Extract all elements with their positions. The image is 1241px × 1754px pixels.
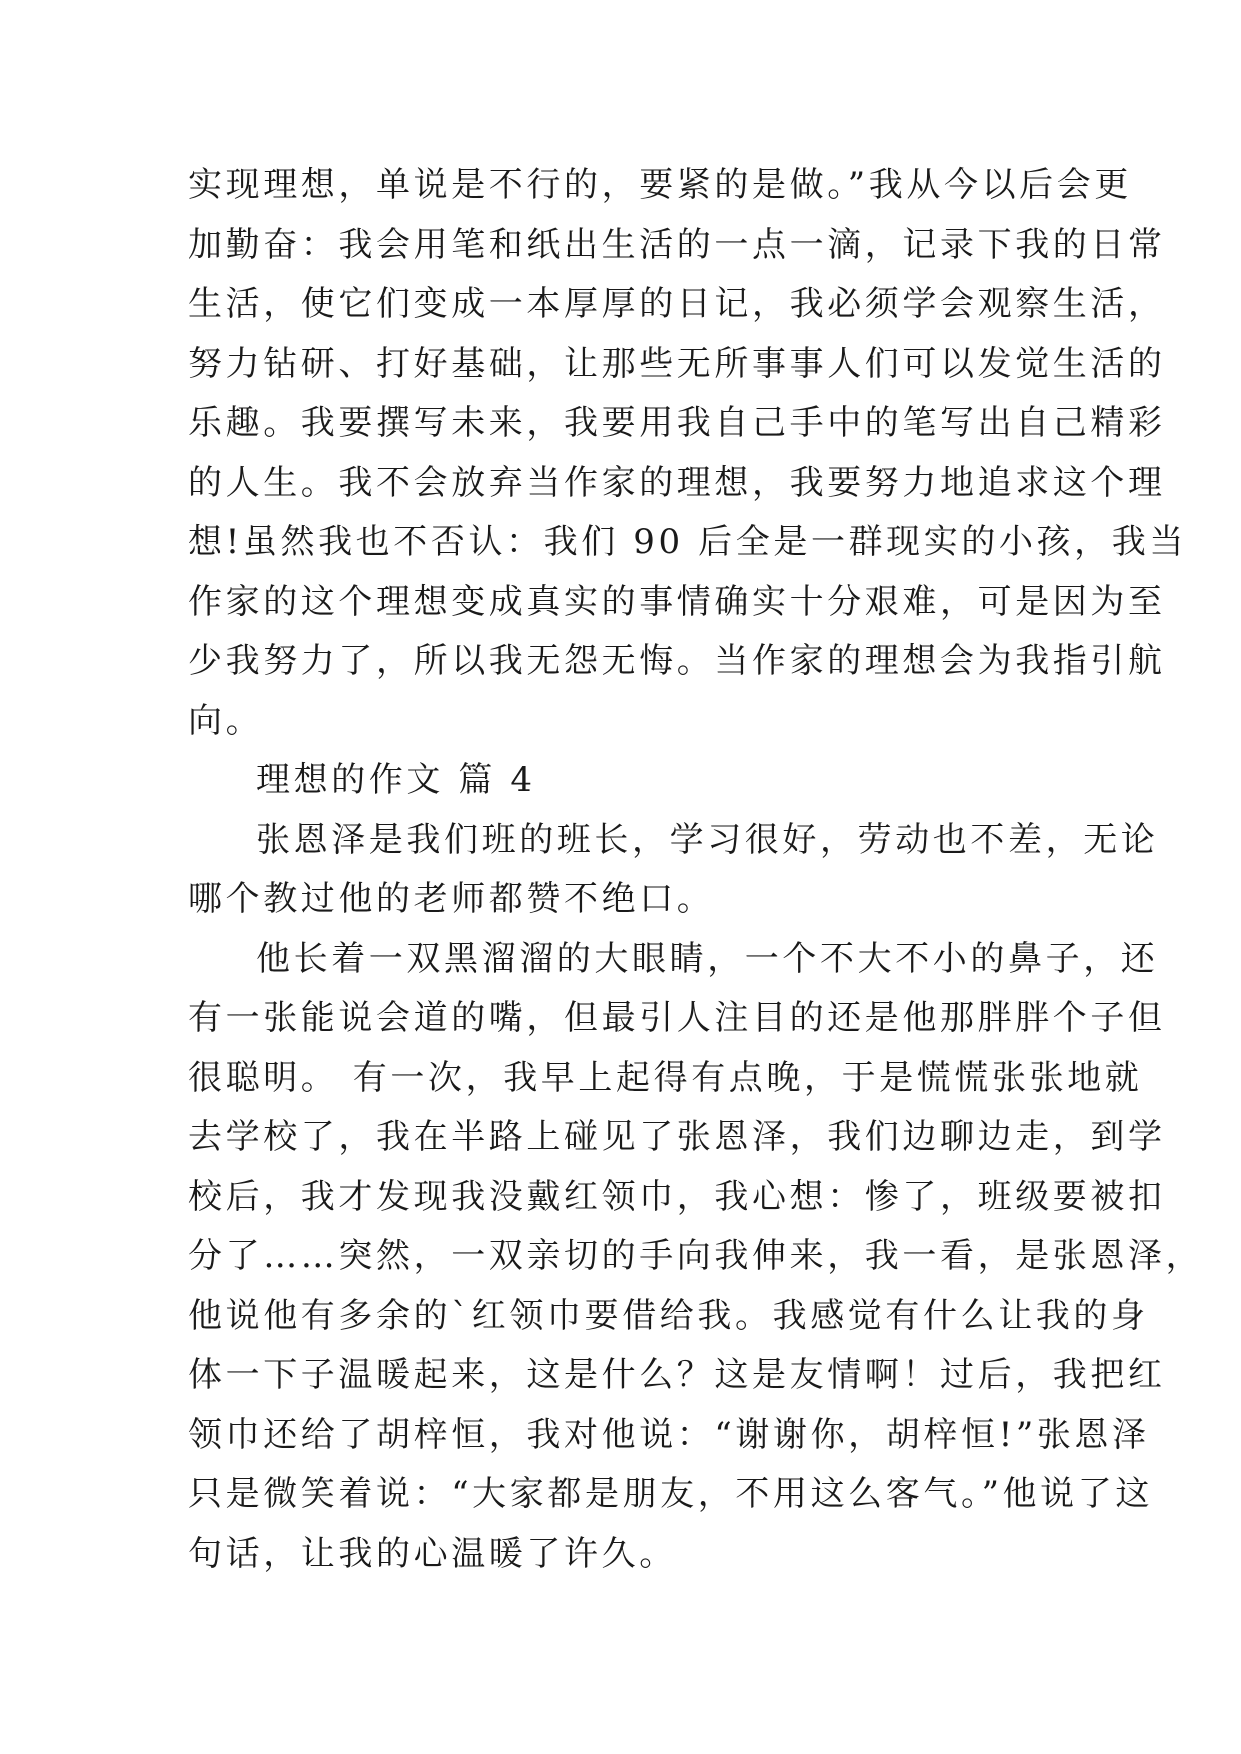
- text-line: 向。: [188, 700, 264, 741]
- paragraph-start: 张恩泽是我们班的班长，学习很好，劳动也不差，无论: [256, 819, 1159, 860]
- text-line: 乐趣。我要撰写未来，我要用我自己手中的笔写出自己精彩: [188, 403, 1166, 443]
- paragraph-start: 他长着一双黑溜溜的大眼睛，一个不大不小的鼻子，还: [256, 938, 1159, 979]
- text-line: 他说他有多余的`红领巾要借给我。我感觉有什么让我的身: [188, 1295, 1149, 1336]
- document-body: [188, 156, 1204, 1584]
- text-line: 实现理想，单说是不行的，要紧的是做。”我从今以后会更: [188, 165, 1132, 205]
- text-line: 很聪明。 有一次，我早上起得有点晚，于是慌慌张张地就: [188, 1057, 1143, 1098]
- text-line: 有一张能说会道的嘴，但最引人注目的还是他那胖胖个子但: [188, 998, 1166, 1038]
- text-line: 加勤奋：我会用笔和纸出生活的一点一滴，记录下我的日常: [188, 224, 1166, 265]
- text-line: 句话，让我的心温暖了许久。: [188, 1533, 677, 1574]
- text-line: 体一下子温暖起来，这是什么？这是友情啊！过后，我把红: [188, 1355, 1166, 1395]
- text-line: 想!虽然我也不否认：我们 90 后全是一群现实的小孩，我当: [188, 522, 1187, 562]
- text-line: 校后，我才发现我没戴红领巾，我心想：惨了，班级要被扣: [188, 1176, 1166, 1217]
- text-line: 只是微笑着说：“大家都是朋友，不用这么客气。”他说了这: [188, 1474, 1153, 1514]
- text-line: 生活，使它们变成一本厚厚的日记，我必须学会观察生活，: [188, 284, 1166, 324]
- text-line: 的人生。我不会放弃当作家的理想，我要努力地追求这个理: [188, 462, 1166, 503]
- text-line: 去学校了，我在半路上碰见了张恩泽，我们边聊边走，到学: [188, 1117, 1166, 1157]
- text-line: 作家的这个理想变成真实的事情确实十分艰难，可是因为至: [188, 581, 1166, 622]
- text-line: 哪个教过他的老师都赞不绝口。: [188, 879, 715, 919]
- text-line: 分了……突然，一双亲切的手向我伸来，我一看，是张恩泽，: [188, 1236, 1204, 1276]
- text-line: 领巾还给了胡梓恒，我对他说：“谢谢你，胡梓恒!”张恩泽: [188, 1414, 1150, 1455]
- text-line: 少我努力了，所以我无怨无悔。当作家的理想会为我指引航: [188, 641, 1166, 681]
- text-line: 努力钻研、打好基础，让那些无所事事人们可以发觉生活的: [188, 343, 1166, 384]
- section-heading: 理想的作文 篇 4: [256, 760, 536, 800]
